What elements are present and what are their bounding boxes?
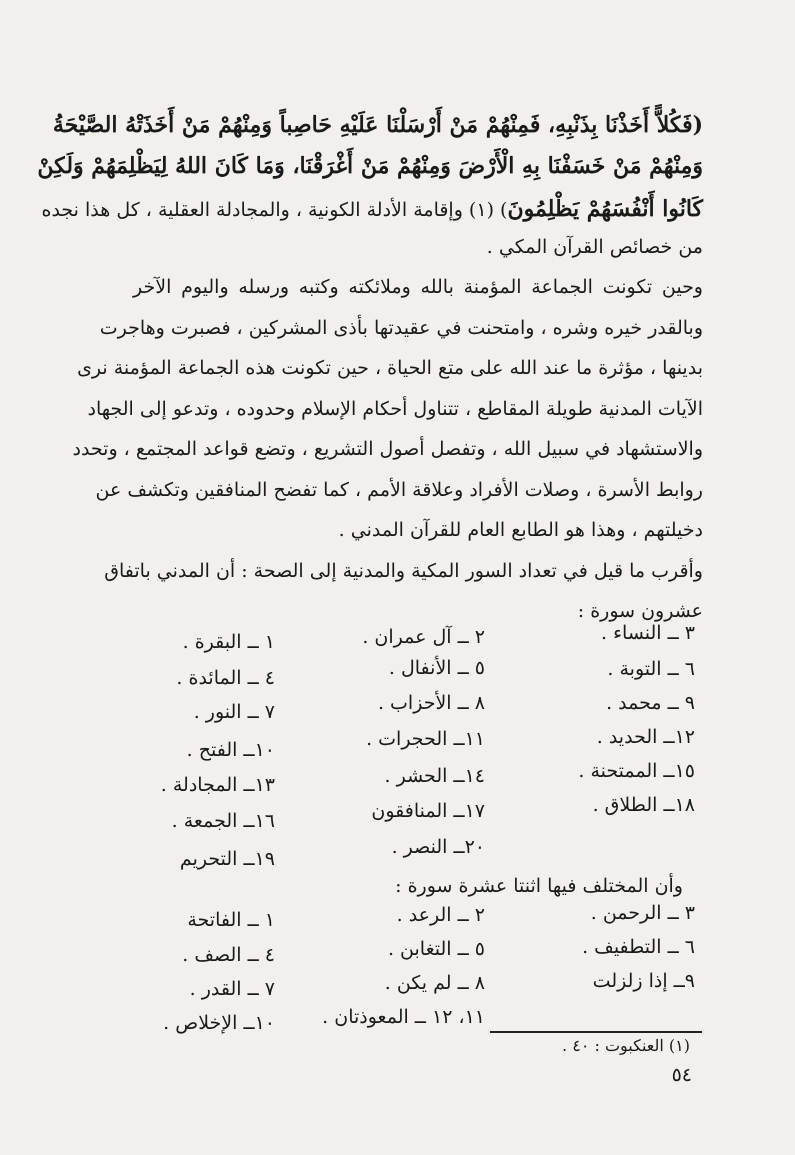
page-number: ٥٤ [671, 1064, 692, 1086]
list-item: ١٠ــ الفتح . [186, 739, 275, 761]
list-item: ١٦ــ الجمعة . [171, 810, 275, 832]
paragraph-3-line-2: عشرون سورة : [577, 600, 703, 622]
list-item: ١١ــ الحجرات . [366, 728, 485, 750]
list-item: ٣ ــ الرحمن . [590, 902, 695, 924]
paragraph-3-line-1: وأقرب ما قيل في تعداد السور المكية والمدنية إلى الصحة : أن المدني باتفاق [104, 560, 703, 582]
list-item: ٦ ــ التوبة . [607, 658, 695, 680]
list-item: ١ ــ البقرة . [182, 631, 275, 653]
paragraph-2-line-2: وبالقدر خيره وشره ، وامتحنت في عقيدتها بأذى المشركين ، فصبرت وهاجرت [99, 317, 703, 339]
paragraph-2-line-1: وحين تكونت الجماعة المؤمنة بالله وملائكته وكتبه ورسله واليوم الآخر [133, 276, 703, 298]
paragraph-2-line-6: روابط الأسرة ، وصلات الأفراد وعلاقة الأمم ، كما تفضح المنافقين وتكشف عن [95, 479, 703, 501]
list-item: ١ ــ الفاتحة [187, 909, 275, 931]
verse-line-3 [41, 196, 703, 222]
list-item: ٩ ــ محمد . [606, 692, 695, 714]
list-item: ٩ــ إذا زلزلت [592, 970, 695, 992]
paragraph-1-last-line: من خصائص القرآن المكي . [486, 236, 703, 258]
verse-line-1: (فَكُلاًّ أَخَذْنَا بِذَنْبِهِ، فَمِنْهُمْ مَنْ أَرْسَلْنَا عَلَيْهِ حَاصِباً وَمِنْهُمْ مَنْ أَخَذَتْهُ الصَّيْحَةُ [52, 112, 703, 138]
list-item: ١٥ــ الممتحنة . [578, 760, 695, 782]
list-item: ١٢ــ الحديد . [596, 726, 695, 748]
list-item: ٣ ــ النساء . [601, 622, 695, 644]
list-item: ٢ ــ آل عمران . [362, 626, 485, 648]
list-item: ٦ ــ التطفيف . [582, 936, 695, 958]
verse-tail: كَانُوا أَنْفُسَهُمْ يَظْلِمُونَ [507, 196, 703, 222]
list-item: ١٩ــ التحريم [179, 848, 275, 870]
footnote-divider [490, 1031, 702, 1033]
paragraph-2-last-line: دخيلتهم ، وهذا هو الطابع العام للقرآن المدني . [338, 519, 703, 541]
paragraph-2-line-3: بدينها ، مؤثرة ما عند الله على متع الحياة ، حين تكونت هذه الجماعة المؤمنة نرى [77, 357, 703, 379]
list-item: ١٧ــ المنافقون [371, 800, 485, 822]
list-item: ١٨ــ الطلاق . [592, 794, 695, 816]
list-item: ١١، ١٢ ــ المعوذتان . [322, 1006, 485, 1028]
verse-line-2: وَمِنْهُمْ مَنْ خَسَفْنَا بِهِ الْأَرْضَ وَمِنْهُمْ مَنْ أَغْرَقْنَا، وَمَا كَانَ اللهُ لِيَظْلِمَهُمْ وَلَكِنْ [37, 153, 703, 179]
list-item: ٧ ــ النور . [193, 701, 275, 723]
list-item: ٥ ــ الأنفال . [388, 657, 485, 679]
list-item: ٥ ــ التغابن . [387, 938, 485, 960]
list-item: ٤ ــ المائدة . [176, 667, 275, 689]
list-item: ٤ ــ الصف . [182, 944, 275, 966]
disputed-heading: وأن المختلف فيها اثنتا عشرة سورة : [395, 875, 683, 897]
paragraph-2-line-4: الآيات المدنية طويلة المقاطع ، تتناول أحكام الإسلام وحدوده ، وتدعو إلى الجهاد [87, 398, 703, 420]
paragraph-2-line-5: والاستشهاد في سبيل الله ، وتفصل أصول التشريع ، وتضع قواعد المجتمع ، وتحدد [72, 438, 703, 460]
list-item: ٨ ــ لم يكن . [384, 972, 485, 994]
list-item: ٨ ــ الأحزاب . [377, 692, 485, 714]
list-item: ٢٠ــ النصر . [391, 836, 485, 858]
verse-tail-rest: ) (١) وإقامة الأدلة الكونية ، والمجادلة العقلية ، كل هذا نجده [41, 199, 508, 221]
list-item: ١٣ــ المجادلة . [160, 774, 275, 796]
list-item: ١٠ــ الإخلاص . [163, 1012, 275, 1034]
footnote: (١) العنكبوت : ٤٠ . [562, 1036, 690, 1055]
list-item: ١٤ــ الحشر . [384, 765, 485, 787]
list-item: ٧ ــ القدر . [189, 978, 275, 1000]
list-item: ٢ ــ الرعد . [396, 904, 485, 926]
